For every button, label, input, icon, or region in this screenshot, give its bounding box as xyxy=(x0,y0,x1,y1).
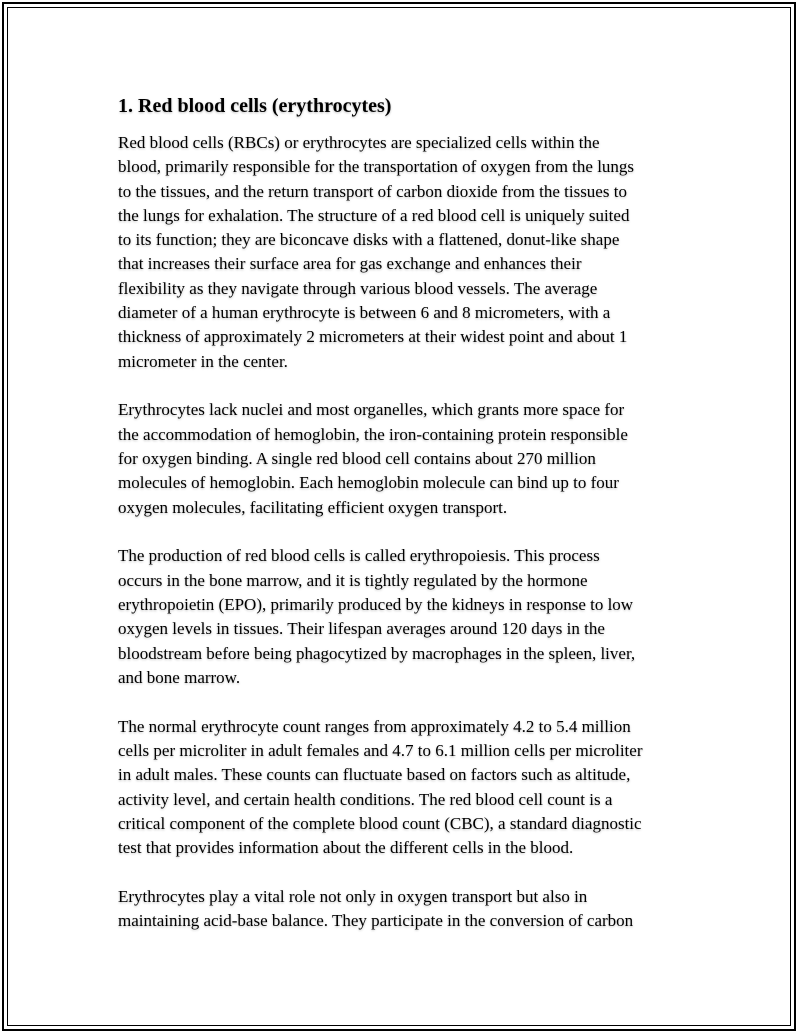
section-heading: 1. Red blood cells (erythrocytes) xyxy=(118,95,392,117)
paragraph-line: activity level, and certain health conditions. The red blood cell count is a xyxy=(118,789,613,809)
paragraph-line: Erythrocytes lack nuclei and most organelles, which grants more space for xyxy=(118,400,625,420)
paragraph-line: to the tissues, and the return transport of carbon dioxide from the tissues to xyxy=(118,181,627,201)
paragraph-line: molecules of hemoglobin. Each hemoglobin molecule can bind up to four xyxy=(118,473,619,493)
paragraph-line: bloodstream before being phagocytized by macrophages in the spleen, liver, xyxy=(118,643,636,663)
paragraph-line: Red blood cells (RBCs) or erythrocytes are specialized cells within the xyxy=(118,133,600,152)
paragraph-line: micrometer in the center. xyxy=(118,351,288,371)
paragraph-line: the lungs for exhalation. The structure of a red blood cell is uniquely suited xyxy=(118,205,630,225)
paragraph-line: erythropoietin (EPO), primarily produced by the kidneys in response to low xyxy=(118,595,634,615)
document-body xyxy=(118,94,693,934)
paragraph-line: cells per microliter in adult females and 4.7 to 6.1 million cells per microliter xyxy=(118,741,643,761)
paragraph-line: the accommodation of hemoglobin, the iron-containing protein responsible xyxy=(118,424,628,444)
paragraph-4 xyxy=(118,715,693,861)
paragraph-3 xyxy=(118,544,693,690)
paragraph-line: blood, primarily responsible for the transportation of oxygen from the lungs xyxy=(118,157,635,177)
paragraph-line: to its function; they are biconcave disks with a flattened, donut-like shape xyxy=(118,230,620,250)
paragraph-5 xyxy=(118,885,693,934)
paragraph-line: oxygen molecules, facilitating efficient oxygen transport. xyxy=(118,497,508,517)
paragraph-line: flexibility as they navigate through various blood vessels. The average xyxy=(118,278,598,298)
paragraph-line: The production of red blood cells is called erythropoiesis. This process xyxy=(118,546,600,566)
paragraph-line: occurs in the bone marrow, and it is tightly regulated by the hormone xyxy=(118,570,588,590)
paragraph-line: The normal erythrocyte count ranges from approximately 4.2 to 5.4 million xyxy=(118,716,631,736)
paragraph-line: oxygen levels in tissues. Their lifespan averages around 120 days in the xyxy=(118,619,605,639)
paragraph-line: test that provides information about the different cells in the blood. xyxy=(118,838,574,858)
paragraph-line: diameter of a human erythrocyte is between 6 and 8 micrometers, with a xyxy=(118,303,611,323)
paragraph-line: that increases their surface area for gas exchange and enhances their xyxy=(118,254,582,274)
paragraph-line: Erythrocytes play a vital role not only in oxygen transport but also in xyxy=(118,887,588,907)
paragraph-line: maintaining acid-base balance. They participate in the conversion of carbon xyxy=(118,911,634,931)
paragraph-line: for oxygen binding. A single red blood cell contains about 270 million xyxy=(118,449,596,469)
paragraph-line: and bone marrow. xyxy=(118,667,241,687)
paragraph-line: in adult males. These counts can fluctuate based on factors such as altitude, xyxy=(118,765,631,785)
paragraph-line: critical component of the complete blood count (CBC), a standard diagnostic xyxy=(118,813,642,833)
paragraph-line: thickness of approximately 2 micrometers at their widest point and about 1 xyxy=(118,327,628,347)
paragraph-2 xyxy=(118,398,693,519)
paragraph-1 xyxy=(118,131,693,374)
